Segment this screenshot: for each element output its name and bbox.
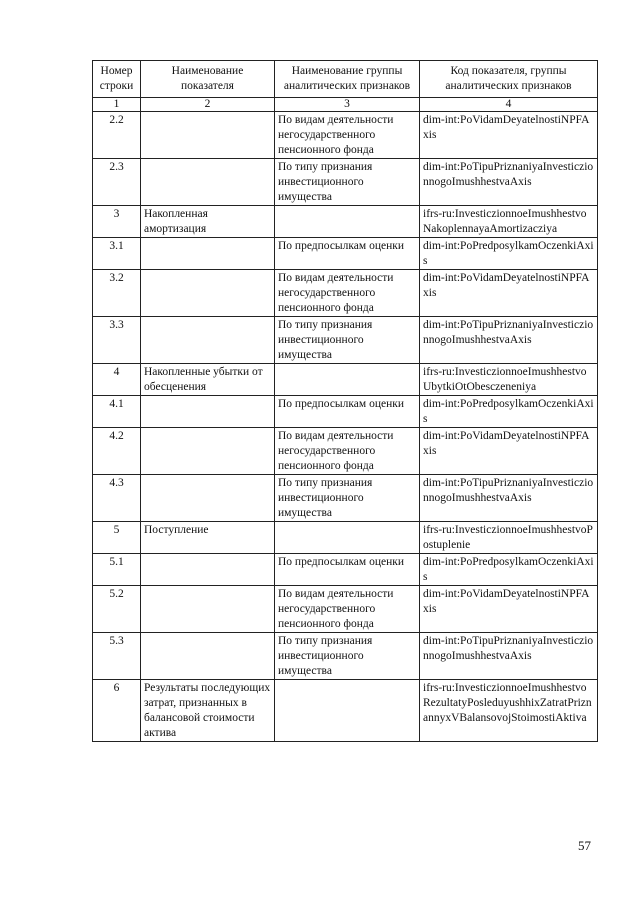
indicator-code-cell: dim-int:PoPredposylkamOczenkiAxis — [420, 396, 598, 428]
indicator-name-cell — [141, 428, 275, 475]
indicator-name-cell — [141, 554, 275, 586]
indicator-code-cell: ifrs-ru:InvesticzionnoeImushhestvoPostuplenie — [420, 522, 598, 554]
indicator-name-cell: Поступление — [141, 522, 275, 554]
indicator-name-cell — [141, 586, 275, 633]
header-indicator-name: Наименование показателя — [141, 61, 275, 98]
indicator-code-cell: ifrs-ru:InvesticzionnoeImushhestvoNakoplennayaAmortizacziya — [420, 206, 598, 238]
row-number-cell: 2.2 — [93, 112, 141, 159]
header-row-number: Номер строки — [93, 61, 141, 98]
row-number-cell: 5.2 — [93, 586, 141, 633]
row-number-cell: 5 — [93, 522, 141, 554]
row-number-cell: 4.2 — [93, 428, 141, 475]
indicator-name-cell — [141, 475, 275, 522]
row-number-cell: 2.3 — [93, 159, 141, 206]
header-indicator-code: Код показателя, группы аналитических признаков — [420, 61, 598, 98]
row-number-cell: 5.1 — [93, 554, 141, 586]
table-header-row — [93, 61, 598, 98]
indicator-code-cell: dim-int:PoTipuPriznaniyaInvesticzionnogoImushhestvaAxis — [420, 633, 598, 680]
table-row — [93, 270, 598, 317]
indicator-name-cell — [141, 317, 275, 364]
analytic-group-cell: По предпосылкам оценки — [275, 554, 420, 586]
analytic-group-cell: По предпосылкам оценки — [275, 238, 420, 270]
indicator-name-cell — [141, 633, 275, 680]
analytic-group-cell — [275, 206, 420, 238]
indicator-name-cell: Накопленная амортизация — [141, 206, 275, 238]
indicator-name-cell — [141, 238, 275, 270]
column-number: 2 — [141, 98, 275, 112]
row-number-cell: 6 — [93, 680, 141, 742]
indicator-code-cell: dim-int:PoPredposylkamOczenkiAxis — [420, 238, 598, 270]
indicator-name-cell — [141, 159, 275, 206]
indicator-code-cell: dim-int:PoVidamDeyatelnostiNPFAxis — [420, 428, 598, 475]
indicator-code-cell: ifrs-ru:InvesticzionnoeImushhestvoUbytkiOtObesczeneniya — [420, 364, 598, 396]
column-number: 1 — [93, 98, 141, 112]
indicator-name-cell: Накопленные убытки от обесценения — [141, 364, 275, 396]
row-number-cell: 5.3 — [93, 633, 141, 680]
indicator-table — [92, 60, 598, 742]
analytic-group-cell — [275, 364, 420, 396]
table-row — [93, 317, 598, 364]
header-analytic-group: Наименование группы аналитических признаков — [275, 61, 420, 98]
row-number-cell: 4.3 — [93, 475, 141, 522]
indicator-code-cell: dim-int:PoVidamDeyatelnostiNPFAxis — [420, 270, 598, 317]
table-row — [93, 680, 598, 742]
table-row — [93, 112, 598, 159]
table-row — [93, 475, 598, 522]
analytic-group-cell: По видам деятельности негосударственного пенсионного фонда — [275, 428, 420, 475]
table-row — [93, 522, 598, 554]
indicator-name-cell: Результаты последующих затрат, признанных в балансовой стоимости актива — [141, 680, 275, 742]
table-row — [93, 238, 598, 270]
table-row — [93, 364, 598, 396]
column-number-row — [93, 98, 598, 112]
analytic-group-cell — [275, 522, 420, 554]
indicator-code-cell: dim-int:PoTipuPriznaniyaInvesticzionnogoImushhestvaAxis — [420, 317, 598, 364]
indicator-code-cell: ifrs-ru:InvesticzionnoeImushhestvoRezultatyPosleduyushhixZatratPriznannyxVBalansovojStoimostiAktiva — [420, 680, 598, 742]
row-number-cell: 3.3 — [93, 317, 141, 364]
analytic-group-cell: По типу признания инвестиционного имущества — [275, 475, 420, 522]
analytic-group-cell: По типу признания инвестиционного имущества — [275, 159, 420, 206]
row-number-cell: 4 — [93, 364, 141, 396]
table-row — [93, 633, 598, 680]
analytic-group-cell: По типу признания инвестиционного имущества — [275, 633, 420, 680]
table-row — [93, 159, 598, 206]
analytic-group-cell — [275, 680, 420, 742]
table-row — [93, 206, 598, 238]
table-row — [93, 396, 598, 428]
table-row — [93, 428, 598, 475]
indicator-name-cell — [141, 112, 275, 159]
indicator-code-cell: dim-int:PoTipuPriznaniyaInvesticzionnogoImushhestvaAxis — [420, 159, 598, 206]
table-row — [93, 586, 598, 633]
table-row — [93, 554, 598, 586]
analytic-group-cell: По видам деятельности негосударственного пенсионного фонда — [275, 112, 420, 159]
row-number-cell: 3 — [93, 206, 141, 238]
indicator-name-cell — [141, 396, 275, 428]
indicator-code-cell: dim-int:PoVidamDeyatelnostiNPFAxis — [420, 112, 598, 159]
indicator-code-cell: dim-int:PoVidamDeyatelnostiNPFAxis — [420, 586, 598, 633]
indicator-code-cell: dim-int:PoTipuPriznaniyaInvesticzionnogoImushhestvaAxis — [420, 475, 598, 522]
column-number: 4 — [420, 98, 598, 112]
analytic-group-cell: По предпосылкам оценки — [275, 396, 420, 428]
analytic-group-cell: По видам деятельности негосударственного пенсионного фонда — [275, 270, 420, 317]
row-number-cell: 3.1 — [93, 238, 141, 270]
analytic-group-cell: По видам деятельности негосударственного пенсионного фонда — [275, 586, 420, 633]
indicator-name-cell — [141, 270, 275, 317]
analytic-group-cell: По типу признания инвестиционного имущества — [275, 317, 420, 364]
row-number-cell: 3.2 — [93, 270, 141, 317]
column-number: 3 — [275, 98, 420, 112]
page-number: 57 — [578, 838, 591, 853]
row-number-cell: 4.1 — [93, 396, 141, 428]
indicator-code-cell: dim-int:PoPredposylkamOczenkiAxis — [420, 554, 598, 586]
